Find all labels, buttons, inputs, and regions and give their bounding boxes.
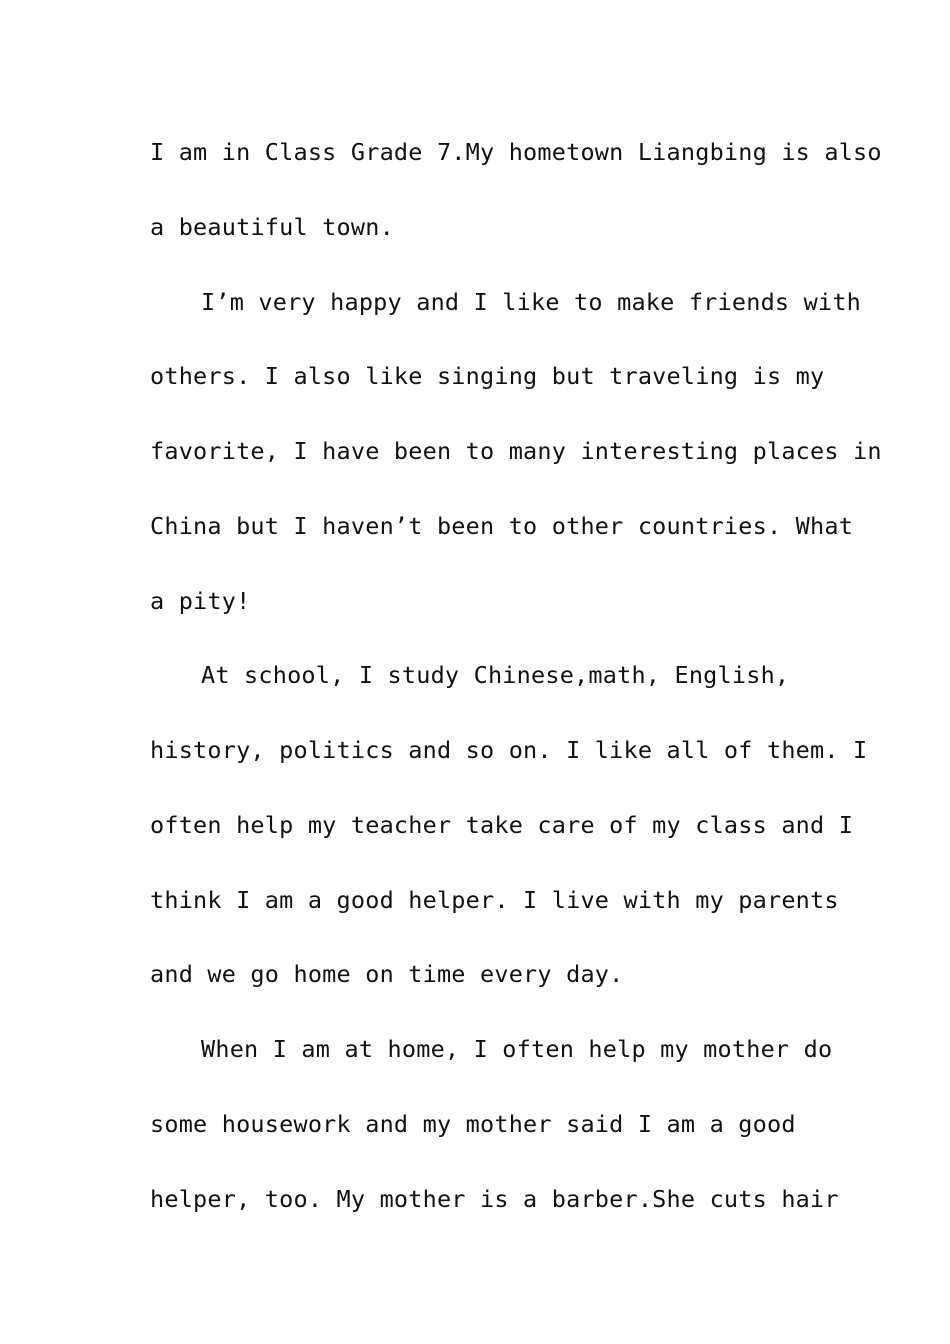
text-line: think I am a good helper. I live with my parents bbox=[150, 885, 839, 914]
text-line: China but I haven’t been to other countries. What bbox=[150, 511, 854, 540]
text-line: often help my teacher take care of my class and I bbox=[150, 810, 854, 839]
text-line: a beautiful town. bbox=[150, 212, 394, 241]
text-line: and we go home on time every day. bbox=[150, 960, 624, 989]
text-line: some housework and my mother said I am a good bbox=[150, 1109, 796, 1138]
paragraph-start-line: I’m very happy and I like to make friends with bbox=[201, 287, 862, 316]
text-line: favorite, I have been to many interesting places in bbox=[150, 437, 882, 465]
paragraph-start-line: At school, I study Chinese,math, English, bbox=[201, 661, 790, 690]
essay-body bbox=[150, 115, 882, 1236]
text-line: history, politics and so on. I like all of them. I bbox=[150, 736, 868, 764]
text-line: I am in Class Grade 7.My hometown Liangbing is also bbox=[150, 138, 882, 166]
text-line: a pity! bbox=[150, 586, 251, 615]
text-line: helper, too. My mother is a barber.She cuts hair bbox=[150, 1184, 839, 1213]
text-line: others. I also like singing but traveling is my bbox=[150, 362, 825, 391]
paragraph-start-line: When I am at home, I often help my mother do bbox=[201, 1035, 833, 1063]
